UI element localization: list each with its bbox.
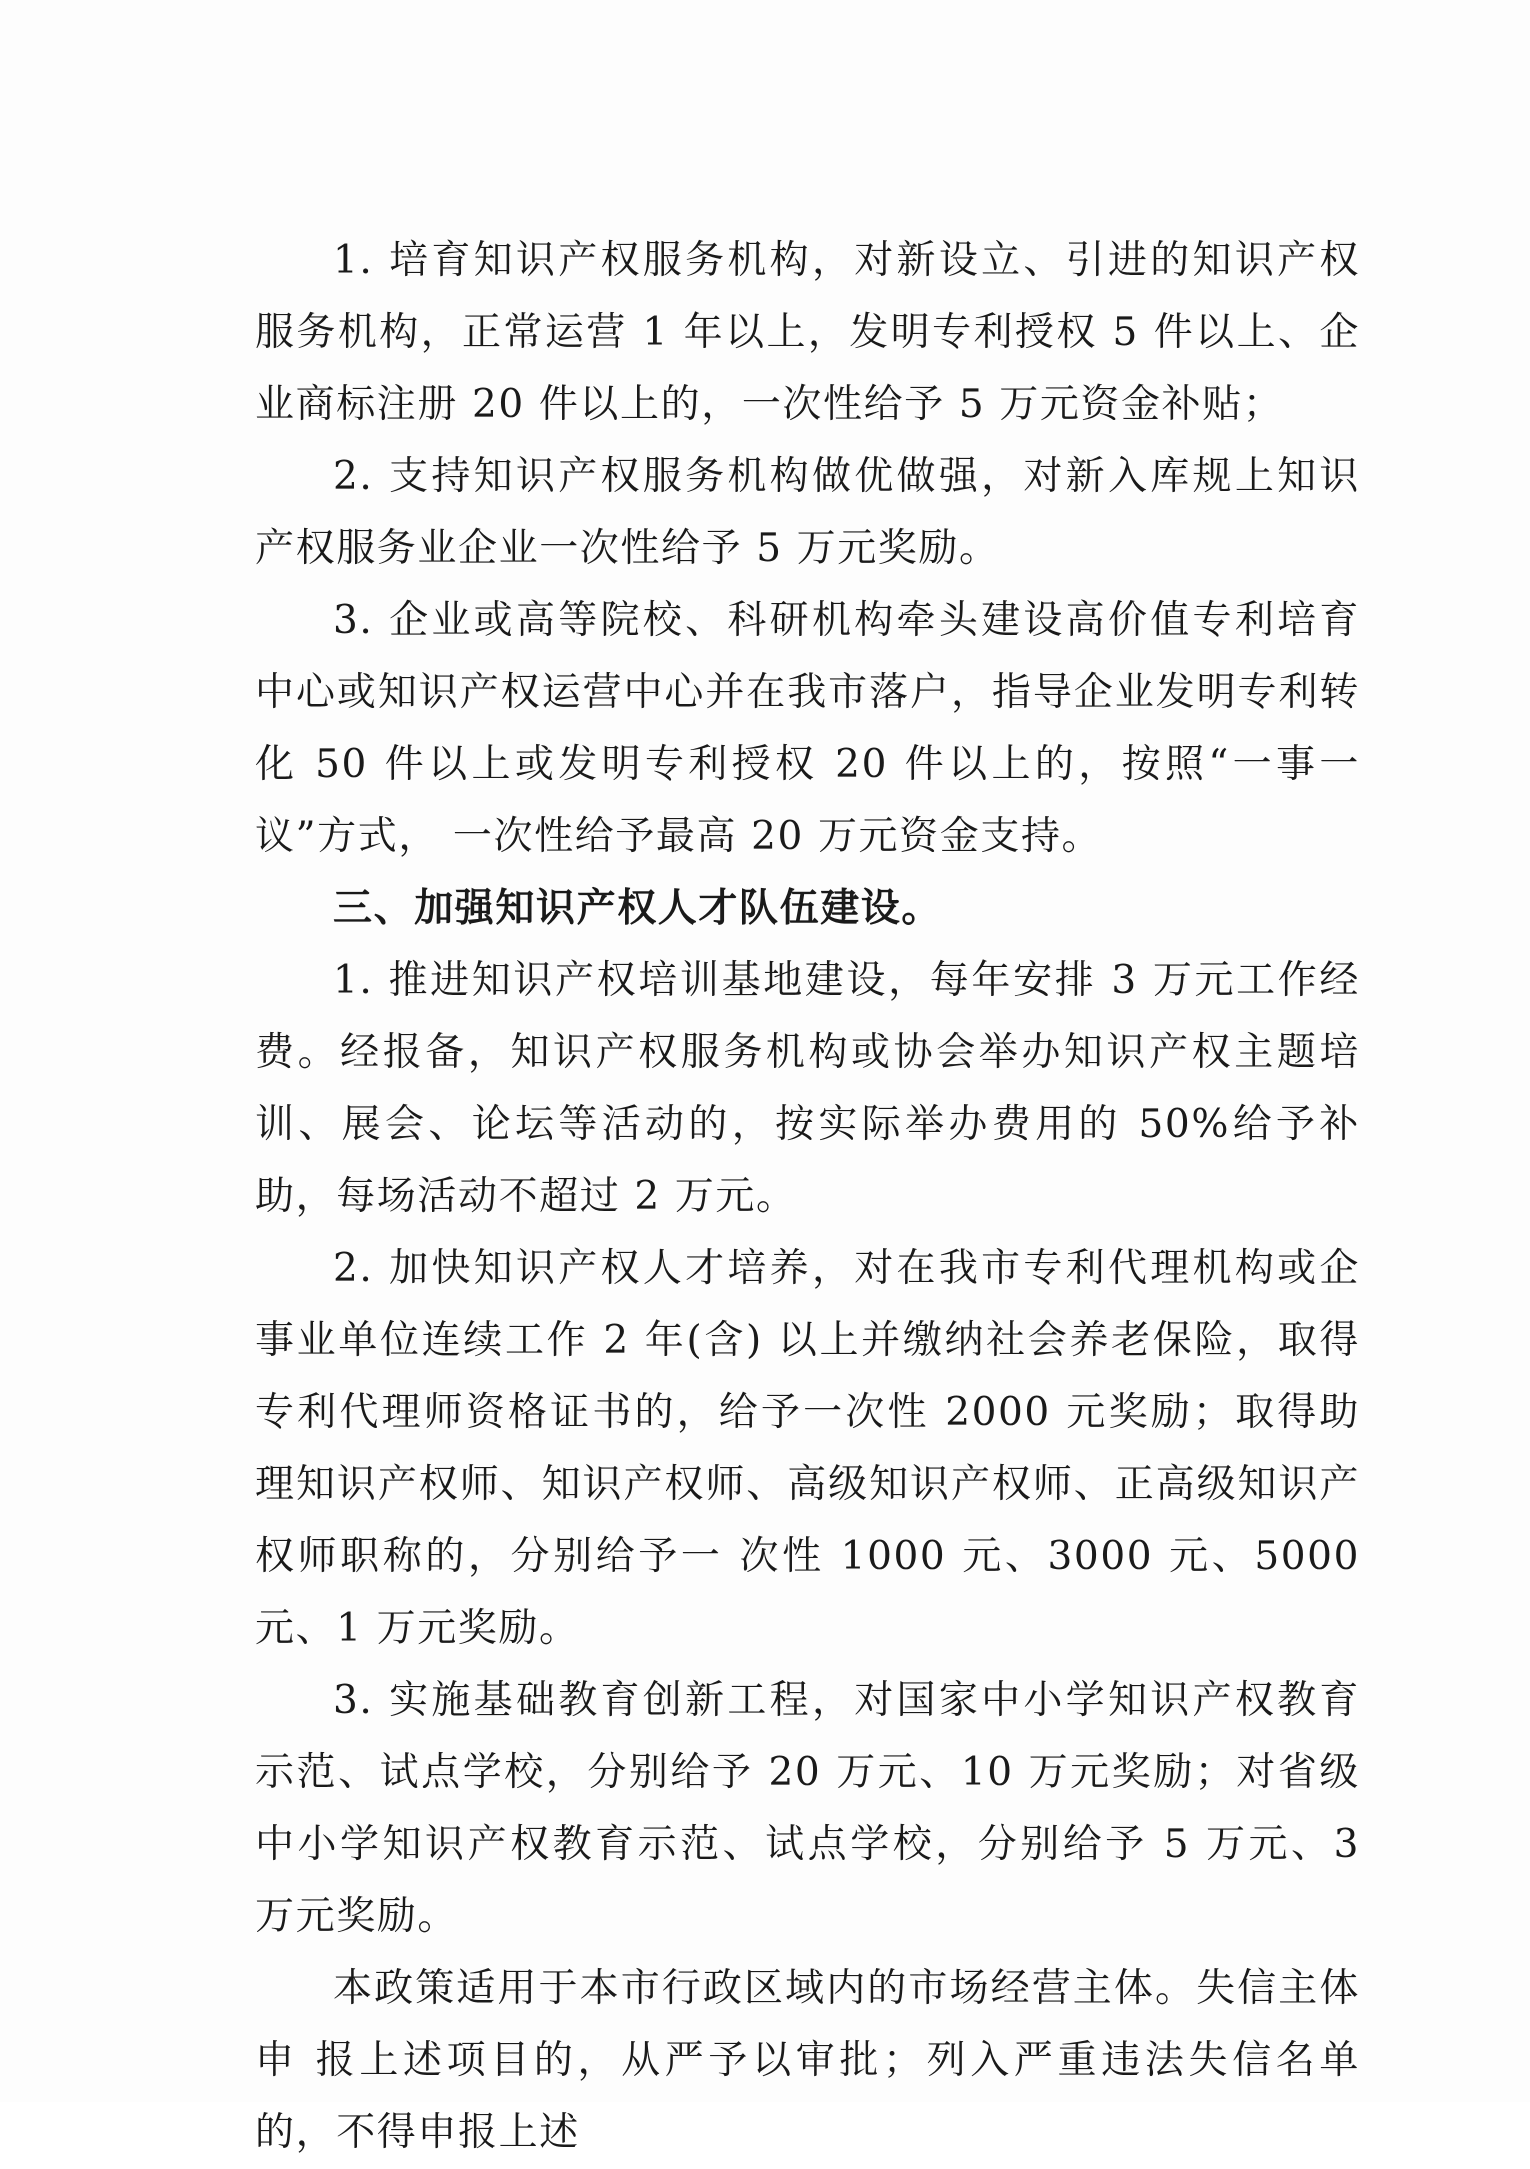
section-heading-talent-team: 三、加强知识产权人才队伍建设。 bbox=[333, 886, 943, 931]
paragraph-1-cultivate-service-agencies: 1. 培育知识产权服务机构，对新设立、引进的知识产权服务机构，正常运营 1 年以上，发明专利授权 5 件以上、企业商标注册 20 件以上的，一次性给予 5 万元资金补贴； bbox=[255, 238, 1360, 427]
paragraph-4-training-base: 1. 推进知识产权培训基地建设，每年安排 3 万元工作经费。经报备，知识产权服务机构或协会举办知识产权主题培训、展会、论坛等活动的，按实际举办费用的 50%给予补助，每场活动不超过 2 万元。 bbox=[255, 958, 1360, 1219]
paragraph-6-education-innovation: 3. 实施基础教育创新工程，对国家中小学知识产权教育示范、试点学校，分别给予 20 万元、10 万元奖励；对省级中小学知识产权教育示范、试点学校，分别给予 5 万元、3 万元奖励。 bbox=[255, 1678, 1360, 1939]
paragraph-3-patent-cultivation-center: 3. 企业或高等院校、科研机构牵头建设高价值专利培育中心或知识产权运营中心并在我市落户，指导企业发明专利转化 50 件以上或发明专利授权 20 件以上的，按照“一事一议”方式， 一次性给予最高 20 万元资金支持。 bbox=[255, 598, 1360, 859]
document-body bbox=[255, 225, 1360, 2169]
paragraph-2-support-service-agencies: 2. 支持知识产权服务机构做优做强，对新入库规上知识产权服务业企业一次性给予 5 万元奖励。 bbox=[255, 454, 1360, 571]
paragraph-5-talent-cultivation: 2. 加快知识产权人才培养，对在我市专利代理机构或企事业单位连续工作 2 年(含) 以上并缴纳社会养老保险，取得专利代理师资格证书的，给予一次性 2000 元奖励；取得助理知识产权师、知识产权师、高级知识产权师、正高级知识产权师职称的，分别给予一 次性 1000 元、3000 元、5000 元、1 万元奖励。 bbox=[255, 1246, 1360, 1651]
paragraph-7-policy-scope: 本政策适用于本市行政区域内的市场经营主体。失信主体申 报上述项目的，从严予以审批；列入严重违法失信名单的，不得申报上述 bbox=[255, 1966, 1360, 2155]
